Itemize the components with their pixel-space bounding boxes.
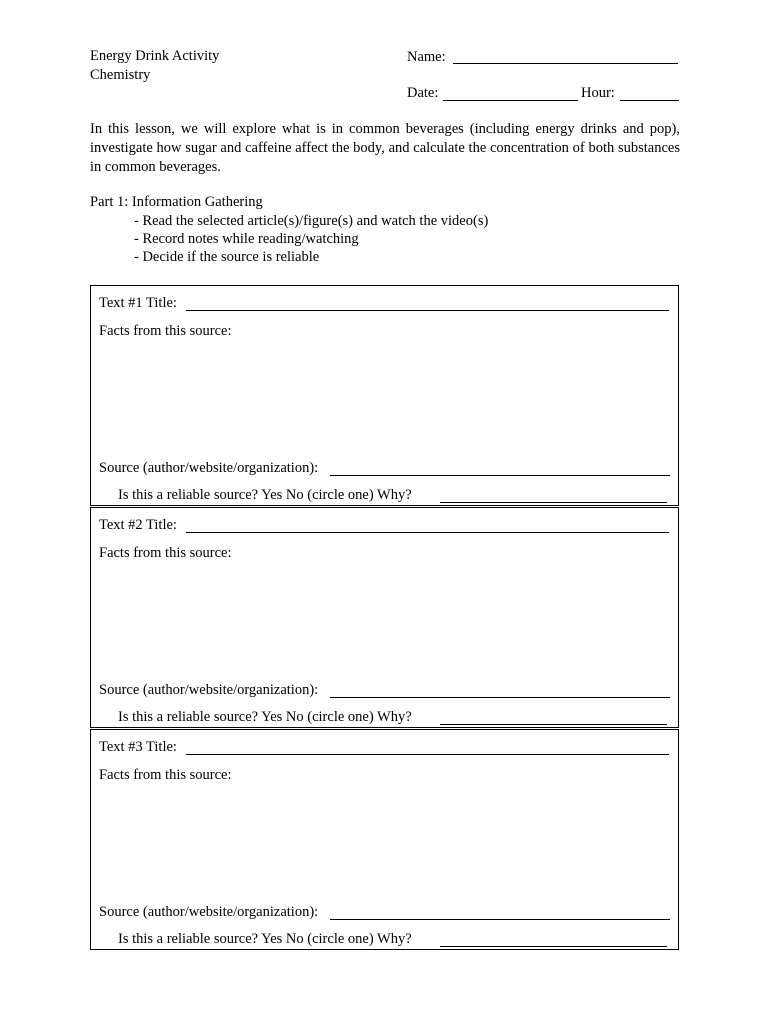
hour-label: Hour: bbox=[581, 85, 615, 101]
text-box-3 bbox=[90, 729, 679, 950]
text-title-field[interactable] bbox=[186, 754, 669, 755]
text-title-label: Text #1 Title: bbox=[99, 295, 177, 311]
why-field[interactable] bbox=[440, 946, 667, 947]
reliable-question: Is this a reliable source? Yes No (circle one) Why? bbox=[118, 709, 412, 725]
why-field[interactable] bbox=[440, 724, 667, 725]
part1-step: - Record notes while reading/watching bbox=[134, 231, 359, 247]
text-title-label: Text #2 Title: bbox=[99, 517, 177, 533]
source-label: Source (author/website/organization): bbox=[99, 460, 319, 476]
part1-step: - Decide if the source is reliable bbox=[134, 249, 320, 265]
facts-label: Facts from this source: bbox=[99, 323, 232, 339]
reliable-question: Is this a reliable source? Yes No (circle one) Why? bbox=[118, 931, 412, 947]
text-box-2 bbox=[90, 507, 679, 728]
intro-paragraph: In this lesson, we will explore what is in common beverages (including energy drinks and pop), investigate how sugar and caffeine affect the body, and calculate the concentration of both substances in common beverages. bbox=[90, 121, 680, 175]
source-field[interactable] bbox=[330, 919, 670, 920]
part1-heading: Part 1: Information Gathering bbox=[90, 194, 263, 210]
name-label: Name: bbox=[407, 49, 446, 65]
facts-label: Facts from this source: bbox=[99, 767, 232, 783]
name-field[interactable] bbox=[453, 63, 678, 64]
source-label: Source (author/website/organization): bbox=[99, 682, 319, 698]
subject-label: Chemistry bbox=[90, 67, 151, 83]
source-label: Source (author/website/organization): bbox=[99, 904, 319, 920]
source-field[interactable] bbox=[330, 697, 670, 698]
date-label: Date: bbox=[407, 85, 439, 101]
text-title-label: Text #3 Title: bbox=[99, 739, 177, 755]
date-field[interactable] bbox=[443, 100, 578, 101]
text-title-field[interactable] bbox=[186, 532, 669, 533]
source-field[interactable] bbox=[330, 475, 670, 476]
text-title-field[interactable] bbox=[186, 310, 669, 311]
part1-step: - Read the selected article(s)/figure(s) and watch the video(s) bbox=[134, 213, 489, 229]
reliable-question: Is this a reliable source? Yes No (circle one) Why? bbox=[118, 487, 412, 503]
worksheet-title: Energy Drink Activity bbox=[90, 48, 220, 64]
facts-label: Facts from this source: bbox=[99, 545, 232, 561]
why-field[interactable] bbox=[440, 502, 667, 503]
text-box-1 bbox=[90, 285, 679, 506]
hour-field[interactable] bbox=[620, 100, 679, 101]
